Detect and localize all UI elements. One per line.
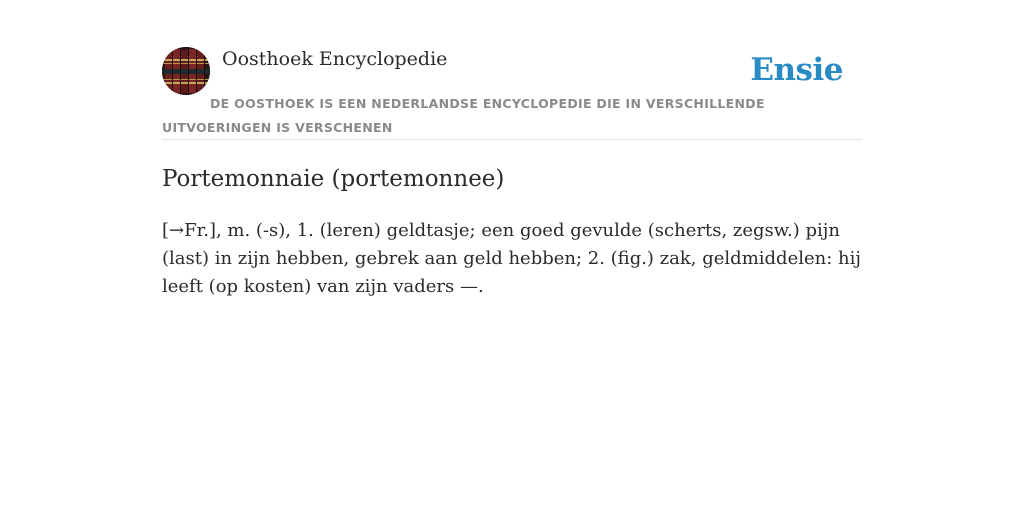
page-container [162,46,862,297]
entry-title: Portemonnaie (portemonnee) [162,166,505,192]
site-tagline: DE OOSTHOEK IS EEN NEDERLANDSE ENCYCLOPEDIE DIE IN VERSCHILLENDE UITVOERINGEN IS VERSCHENEN [162,96,765,135]
books-icon[interactable] [162,47,210,95]
brand-logo-link[interactable]: Ensie [750,52,843,88]
entry-body: [→Fr.], m. (-s), 1. (leren) geldtasje; een goed gevulde (scherts, zegsw.) pijn (last) in zijn hebben, gebrek aan geld hebben; 2. (fig.) zak, geldmiddelen: hij leeft (op kosten) van zijn vaders —. [162,220,861,297]
site-header [162,46,862,140]
site-name-link[interactable]: Oosthoek Encyclopedie [222,48,448,70]
